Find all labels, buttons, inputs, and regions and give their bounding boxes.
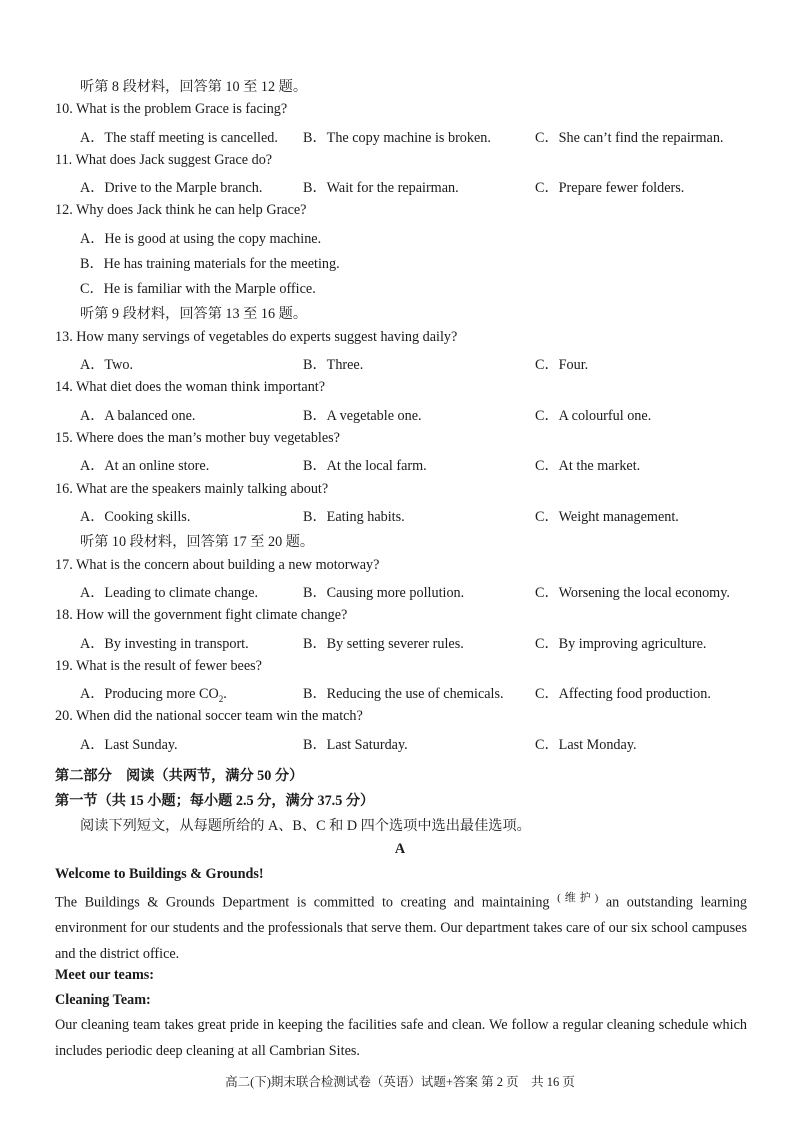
option-a-end: . — [223, 686, 227, 702]
option-b: B．He has training materials for the meeting. — [80, 256, 340, 272]
question-text: What are the speakers mainly talking about? — [76, 481, 329, 497]
question-15 — [55, 430, 340, 447]
question-12 — [55, 202, 306, 219]
option-b: B．Eating habits. — [303, 509, 405, 525]
question-text: How will the government fight climate change? — [76, 607, 348, 623]
question-number: 12. — [55, 202, 73, 218]
option-a: A．Drive to the Marple branch. — [80, 180, 263, 196]
question-number: 18. — [55, 607, 73, 623]
section1-title: 第一节（共 15 小题；每小题 2.5 分，满分 37.5 分） — [55, 793, 375, 809]
question-16 — [55, 481, 328, 498]
question-text: Where does the man’s mother buy vegetables? — [76, 430, 340, 446]
question-number: 10. — [55, 101, 73, 117]
option-a: A．By investing in transport. — [80, 636, 249, 652]
option-b: B．The copy machine is broken. — [303, 130, 491, 146]
meet-teams-heading: Meet our teams: — [55, 967, 155, 983]
page-footer: 高二(下)期末联合检测试卷（英语）试题+答案 第 2 页 共 16 页 — [225, 1075, 575, 1089]
option-b: B．Wait for the repairman. — [303, 180, 459, 196]
option-b: B．Causing more pollution. — [303, 585, 465, 601]
option-a: A．He is good at using the copy machine. — [80, 231, 322, 247]
section-head-9: 听第 9 段材料，回答第 13 至 16 题。 — [80, 306, 308, 322]
paragraph-1-text-b: an outstanding learning environment for our students and the professionals that serve them. Our department takes care of our six school campuses and the district office. — [55, 894, 748, 962]
question-text: What diet does the woman think important? — [76, 379, 326, 395]
paragraph-1-text-a: The Buildings & Grounds Department is committed to creating and maintaining — [55, 894, 550, 911]
subscript: 2 — [218, 693, 224, 704]
option-c: C．Worsening the local economy. — [535, 585, 730, 601]
option-c: C．Prepare fewer folders. — [535, 180, 685, 196]
question-number: 20. — [55, 708, 73, 724]
question-19 — [55, 658, 262, 675]
question-text: What is the concern about building a new motorway? — [76, 557, 380, 573]
chinese-gloss: (维护) — [557, 892, 599, 904]
option-c: C．Last Monday. — [535, 737, 637, 753]
option-b: B．A vegetable one. — [303, 408, 422, 424]
section-head-8: 听第 8 段材料，回答第 10 至 12 题。 — [80, 79, 308, 95]
option-c: C．By improving agriculture. — [535, 636, 707, 652]
question-14 — [55, 379, 325, 396]
option-a: A．Last Sunday. — [80, 737, 178, 753]
option-c: C．He is familiar with the Marple office. — [80, 281, 316, 297]
option-b: B．At the local farm. — [303, 458, 427, 474]
instruction: 阅读下列短文，从每题所给的 A、B、C 和 D 四个选项中选出最佳选项。 — [80, 818, 531, 834]
question-text: Why does Jack think he can help Grace? — [76, 202, 307, 218]
question-number: 16. — [55, 481, 73, 497]
option-c: C．At the market. — [535, 458, 641, 474]
option-a — [80, 683, 227, 704]
question-number: 17. — [55, 557, 73, 573]
question-17 — [55, 557, 379, 574]
section-head-10: 听第 10 段材料，回答第 17 至 20 题。 — [80, 534, 315, 550]
paragraph-1 — [55, 886, 747, 967]
passage-letter: A — [394, 841, 406, 857]
option-c: C．Four. — [535, 357, 589, 373]
question-number: 13. — [55, 329, 73, 345]
option-c: C．A colourful one. — [535, 408, 652, 424]
option-b: B．Reducing the use of chemicals. — [303, 686, 504, 702]
question-11 — [55, 152, 272, 169]
question-18 — [55, 607, 347, 624]
option-c: C．She can’t find the repairman. — [535, 130, 724, 146]
question-text: What is the result of fewer bees? — [76, 658, 262, 674]
question-20 — [55, 708, 363, 725]
question-number: 19. — [55, 658, 73, 674]
option-a: A．The staff meeting is cancelled. — [80, 130, 278, 146]
option-a: A．Cooking skills. — [80, 509, 191, 525]
question-number: 15. — [55, 430, 73, 446]
part2-title: 第二部分 阅读（共两节，满分 50 分） — [55, 768, 304, 784]
question-number: 14. — [55, 379, 73, 395]
option-b: B．Three. — [303, 357, 364, 373]
option-c: C．Weight management. — [535, 509, 679, 525]
cleaning-team-heading: Cleaning Team: — [55, 992, 151, 1008]
option-a: A．Two. — [80, 357, 133, 373]
option-b: B．By setting severer rules. — [303, 636, 464, 652]
question-10 — [55, 101, 287, 118]
question-text: What does Jack suggest Grace do? — [75, 152, 273, 168]
option-a: A．At an online store. — [80, 458, 210, 474]
option-a: A．A balanced one. — [80, 408, 196, 424]
passage-heading: Welcome to Buildings & Grounds! — [55, 866, 264, 882]
question-text: How many servings of vegetables do experts suggest having daily? — [76, 329, 458, 345]
option-a: A．Leading to climate change. — [80, 585, 259, 601]
option-c: C．Affecting food production. — [535, 686, 711, 702]
question-text: When did the national soccer team win the match? — [76, 708, 363, 724]
option-a-text: A．Producing more CO — [80, 686, 219, 702]
option-b: B．Last Saturday. — [303, 737, 408, 753]
question-13 — [55, 329, 457, 346]
question-text: What is the problem Grace is facing? — [76, 101, 288, 117]
question-number: 11. — [55, 152, 73, 168]
paragraph-2: Our cleaning team takes great pride in keeping the facilities safe and clean. We follow a regular cleaning schedule which includes periodic deep cleaning at all Cambrian Sites. — [55, 1017, 747, 1059]
